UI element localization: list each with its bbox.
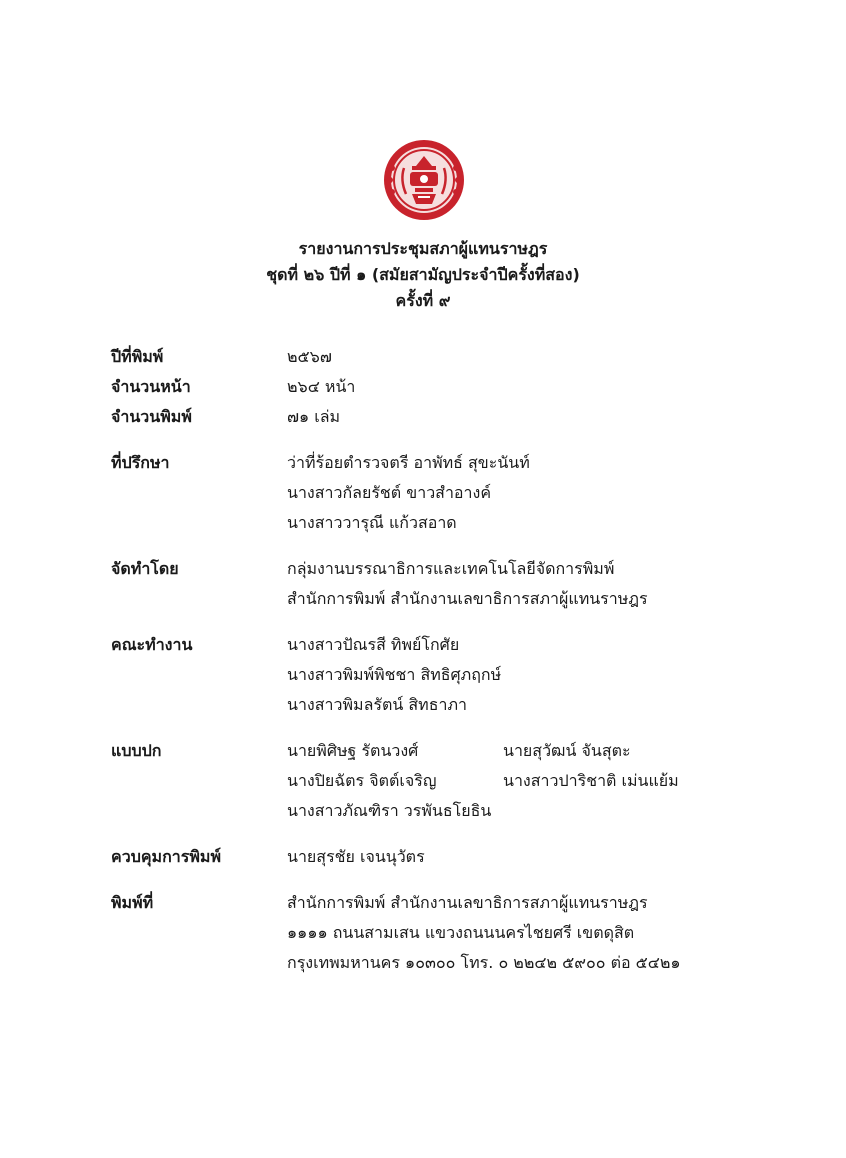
detail-row-produced-by (111, 554, 751, 614)
pages-label: จำนวนหน้า (111, 377, 191, 396)
printer-address-line: สำนักการพิมพ์ สำนักงานเลขาธิการสภาผู้แทนราษฎร (287, 893, 648, 912)
detail-row-print-control (111, 842, 751, 872)
detail-row-pages (111, 372, 751, 402)
copies-value: ๗๑ เล่ม (287, 407, 341, 426)
printed-at-label: พิมพ์ที่ (111, 893, 154, 912)
print-control-value: นายสุรชัย เจนนุวัตร (287, 847, 425, 866)
working-group-member: นางสาวปัณรสี ทิพย์โกศัย (287, 635, 460, 654)
copies-label: จำนวนพิมพ์ (111, 407, 192, 426)
title-line-1: รายงานการประชุมสภาผู้แทนราษฎร (298, 239, 548, 258)
detail-row-cover-design (111, 736, 751, 826)
detail-row-printed-at (111, 888, 751, 978)
advisor-name: นางสาววารุณี แก้วสอาด (287, 513, 457, 532)
year-value: ๒๕๖๗ (287, 347, 332, 366)
cover-designer: นางสาวภัณฑิรา วรพันธโยธิน (287, 801, 492, 820)
detail-row-copies (111, 402, 751, 432)
print-control-label: ควบคุมการพิมพ์ (111, 847, 221, 866)
produced-by-label: จัดทำโดย (111, 559, 179, 578)
working-group-member: นางสาวพิมลรัตน์ สิทธาภา (287, 695, 467, 714)
advisor-name: นางสาวกัลยรัชต์ ขาวสำอางค์ (287, 483, 492, 502)
year-label: ปีที่พิมพ์ (111, 347, 164, 366)
pages-value: ๒๖๔ หน้า (287, 377, 356, 396)
parliament-seal-icon (382, 138, 466, 222)
detail-row-year (111, 342, 751, 372)
printer-address-line: ๑๑๑๑ ถนนสามเสน แขวงถนนนครไชยศรี เขตดุสิต (287, 923, 635, 942)
cover-designer: นางสาวปาริชาติ เม่นแย้ม (503, 771, 679, 790)
producer-line: กลุ่มงานบรรณาธิการและเทคโนโลยีจัดการพิมพ์ (287, 559, 615, 578)
working-group-label: คณะทำงาน (111, 635, 193, 654)
title-line-3: ครั้งที่ ๙ (395, 291, 451, 310)
publication-details (111, 342, 751, 978)
cover-designer: นายสุวัฒน์ จันสุตะ (503, 741, 631, 760)
cover-design-label: แบบปก (111, 741, 162, 760)
detail-row-advisors (111, 448, 751, 538)
report-title (0, 236, 846, 314)
advisor-name: ว่าที่ร้อยตำรวจตรี อาพัทธ์ สุขะนันท์ (287, 453, 530, 472)
producer-line: สำนักการพิมพ์ สำนักงานเลขาธิการสภาผู้แทนราษฎร (287, 589, 648, 608)
cover-designer-row (287, 766, 751, 796)
printer-address-line: กรุงเทพมหานคร ๑๐๓๐๐ โทร. ๐ ๒๒๔๒ ๕๙๐๐ ต่อ ๕๔๒๑ (287, 953, 681, 972)
title-line-2: ชุดที่ ๒๖ ปีที่ ๑ (สมัยสามัญประจำปีครั้งที่สอง) (266, 265, 580, 284)
advisors-label: ที่ปรึกษา (111, 453, 170, 472)
cover-designer: นายพิศิษฐ รัตนวงศ์ (287, 741, 419, 760)
detail-row-working-group (111, 630, 751, 720)
working-group-member: นางสาวพิมพ์พิชชา สิทธิศุภฤกษ์ (287, 665, 502, 684)
cover-designer: นางปิยฉัตร จิตต์เจริญ (287, 771, 437, 790)
cover-designer-row (287, 796, 751, 826)
cover-designer-row (287, 736, 751, 766)
